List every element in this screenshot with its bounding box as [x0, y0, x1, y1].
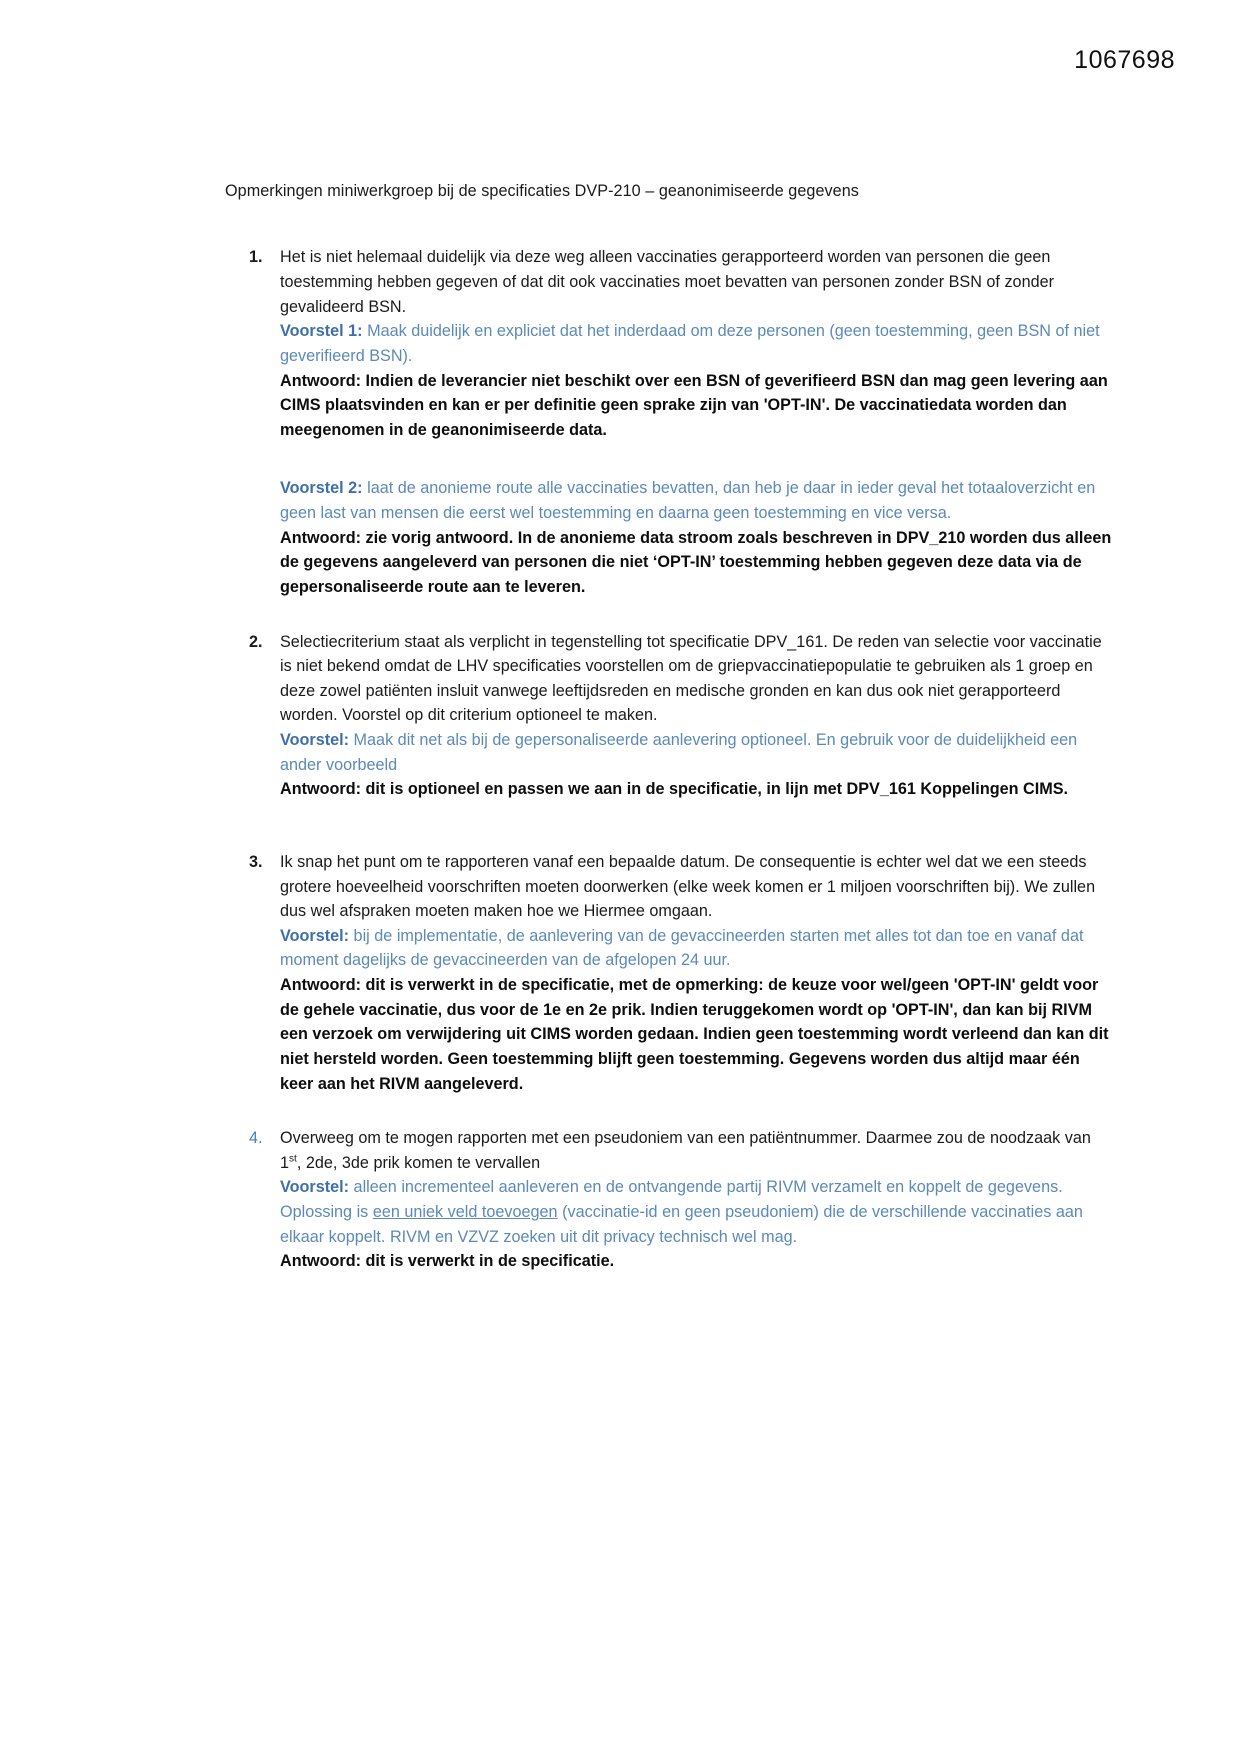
- paragraph-spacer: [280, 442, 1115, 476]
- comment-item-marker: 1.: [249, 248, 263, 267]
- ordinal-superscript: st: [289, 1153, 297, 1165]
- answer-text: Antwoord: zie vorig antwoord. In de anonieme data stroom zoals beschreven in DPV_210 worden dus alleen de gegevens aangeleverd van personen die niet ‘OPT-IN’ toestemming hebben gegeven deze data via de gepersonaliseerde route aan te leveren.: [280, 528, 1112, 596]
- comment-item: [225, 630, 1115, 802]
- answer-text: Antwoord: dit is verwerkt in de specificatie, met de opmerking: de keuze voor wel/geen 'OPT-IN' geldt voor de gehele vaccinatie, dus voor de 1e en 2e prik. Indien teruggekomen wordt op 'OPT-IN', dan kan bij RIVM een verzoek om verwijdering uit CIMS worden gedaan. Indien geen toestemming wordt verleend dan kan dit niet hersteld worden. Geen toestemming blijft geen toestemming. Gegevens worden dus altijd maar één keer aan het RIVM aangeleverd.: [280, 976, 1109, 1093]
- proposal-text: [280, 476, 1115, 525]
- proposal-body: Maak dit net als bij de gepersonaliseerde aanlevering optioneel. En gebruik voor de duidelijkheid een ander voorbeeld: [280, 731, 1078, 774]
- comment-item: [225, 850, 1115, 1096]
- comment-text-part: Overweeg om te mogen rapporten met een pseudoniem van een patiëntnummer. Daarmee zou de noodzaak van 1: [280, 1129, 1091, 1172]
- comment-text: Ik snap het punt om te rapporteren vanaf een bepaalde datum. De consequentie is echter wel dat we een steeds grotere hoeveelheid voorschriften moeten doorwerken (elke week komen er 1 miljoen voorschriften bij). We zullen dus wel afspraken moeten maken hoe we Hiermee omgaan.: [280, 852, 1096, 921]
- proposal-underlined-phrase: een uniek veld toevoegen: [372, 1203, 558, 1222]
- document-number: 1067698: [1074, 46, 1175, 74]
- answer-text: Antwoord: dit is verwerkt in de specificatie.: [280, 1252, 615, 1271]
- comment-item-marker: 3.: [249, 852, 263, 871]
- comment-text-part: , 2de, 3de prik komen te vervallen: [296, 1153, 541, 1172]
- document-title: Opmerkingen miniwerkgroep bij de specificaties DVP-210 – geanonimiseerde gegevens: [225, 182, 859, 200]
- answer-text: Antwoord: Indien de leverancier niet beschikt over een BSN of geverifieerd BSN dan mag geen levering aan CIMS plaatsvinden en kan er per definitie geen sprake zijn van 'OPT-IN'. De vaccinatiedata worden dan meegenomen in de geanonimiseerde data.: [280, 371, 1108, 439]
- proposal-text: [280, 924, 1115, 973]
- proposal-text: [280, 728, 1115, 777]
- proposal-label: Voorstel:: [280, 926, 350, 945]
- comment-text: Selectiecriterium staat als verplicht in tegenstelling tot specificatie DPV_161. De reden van selectie voor vaccinatie is niet bekend omdat de LHV specificaties voorstellen om de griepvaccinatiepopulatie te gebruiken als 1 groep en deze zowel patiënten insluit vanwege leeftijdsreden en medische gronden en kan dus ook niet gerapporteerd worden. Voorstel op dit criterium optioneel te maken.: [280, 632, 1102, 725]
- proposal-text: [280, 1175, 1115, 1249]
- comment-item-marker: 4.: [249, 1129, 263, 1148]
- comment-item: [225, 245, 1115, 599]
- proposal-text: [280, 319, 1115, 368]
- answer-text: Antwoord: dit is optioneel en passen we aan in de specificatie, in lijn met DPV_161 Koppelingen CIMS.: [280, 780, 1069, 799]
- comment-text: Het is niet helemaal duidelijk via deze weg alleen vaccinaties gerapporteerd worden van personen die geen toestemming hebben gegeven of dat dit ook vaccinaties moet bevatten van personen zonder BSN of zonder gevalideerd BSN.: [280, 248, 1055, 316]
- proposal-label: Voorstel 1:: [280, 322, 363, 341]
- comment-text: [280, 1126, 1115, 1175]
- proposal-body: bij de implementatie, de aanlevering van de gevaccineerden starten met alles tot dan toe en vanaf dat moment dagelijks de gevaccineerden van de afgelopen 24 uur.: [280, 926, 1084, 970]
- proposal-label: Voorstel:: [280, 731, 350, 750]
- proposal-body: (vaccinatie-id en geen pseudoniem) die de verschillende vaccinaties aan elkaar koppelt. RIVM en VZVZ zoeken uit dit privacy technisch wel mag.: [280, 1203, 1083, 1246]
- proposal-body: alleen incrementeel aanleveren en de ontvangende partij RIVM verzamelt en koppelt de gegevens. Oplossing is: [280, 1178, 1063, 1222]
- proposal-body: Maak duidelijk en expliciet dat het inderdaad om deze personen (geen toestemming, geen BSN of niet geverifieerd BSN).: [280, 322, 1100, 365]
- proposal-label: Voorstel:: [280, 1178, 350, 1197]
- comment-item: [225, 1126, 1115, 1274]
- comments-list: [225, 245, 1115, 1274]
- proposal-body: laat de anonieme route alle vaccinaties bevatten, dan heb je daar in ieder geval het totaaloverzicht en geen last van mensen die eerst wel toestemming en daarna geen toestemming en vice versa.: [280, 479, 1096, 523]
- proposal-label: Voorstel 2:: [280, 479, 363, 498]
- document-body: [225, 180, 1115, 1300]
- comment-item-marker: 2.: [249, 632, 263, 651]
